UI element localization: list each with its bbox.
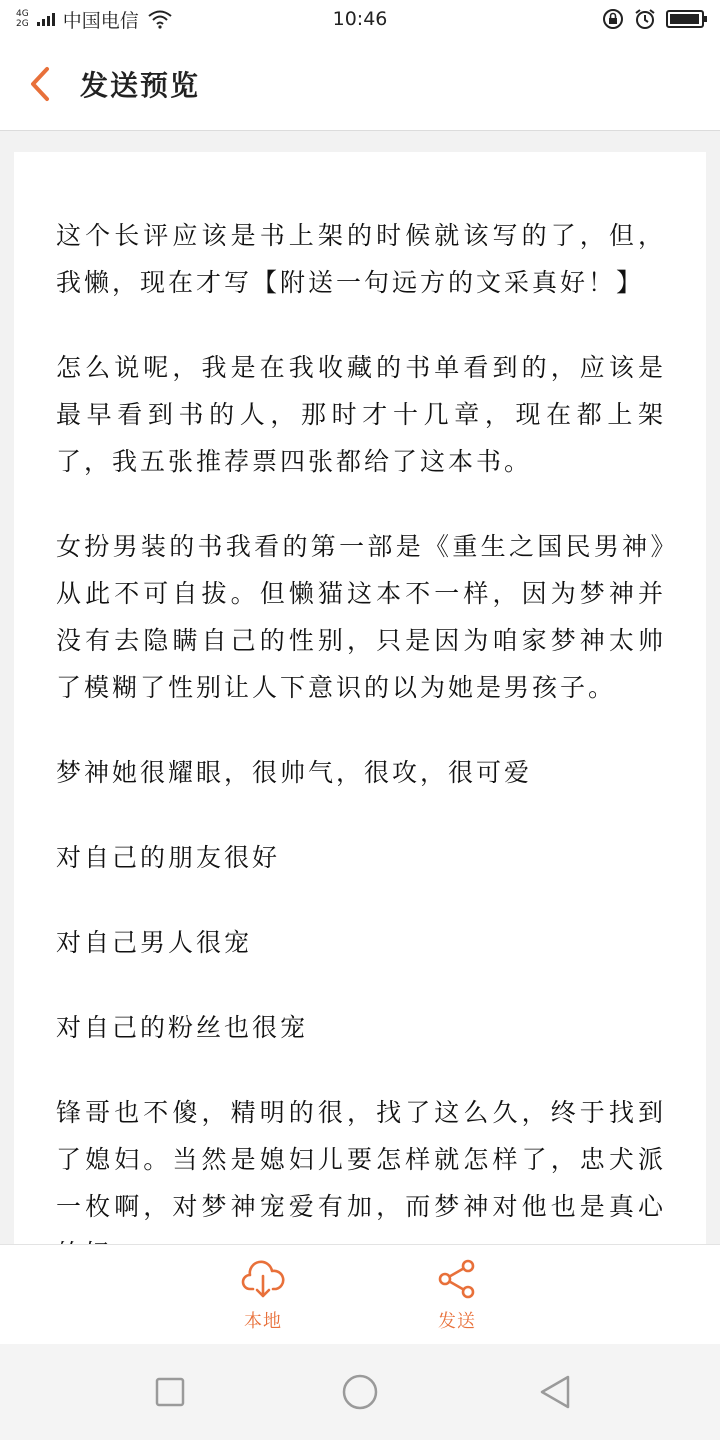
status-left bbox=[16, 6, 276, 33]
signal-icon bbox=[37, 12, 55, 26]
local-label: 本地 bbox=[244, 1311, 282, 1332]
square-icon bbox=[155, 1377, 185, 1407]
share-icon bbox=[435, 1259, 479, 1299]
recent-apps-button[interactable] bbox=[150, 1372, 190, 1412]
rotation-lock-icon bbox=[602, 8, 624, 30]
alarm-icon bbox=[634, 8, 656, 30]
home-button[interactable] bbox=[340, 1372, 380, 1412]
paragraph: 女扮男装的书我看的第一部是《重生之国民男神》从此不可自拔。但懒猫这本不一样，因为梦神并没有去隐瞒自己的性别，只是因为咱家梦神太帅了模糊了性别让人下意识的以为她是男孩子。 bbox=[56, 532, 666, 702]
paragraph: 对自己的朋友很好 bbox=[56, 843, 281, 872]
network-type bbox=[16, 9, 29, 29]
network-bottom: 2G bbox=[16, 19, 29, 29]
preview-content[interactable] bbox=[14, 152, 706, 1244]
nav-back-button[interactable] bbox=[535, 1372, 575, 1412]
carrier-name: 中国电信 bbox=[62, 9, 139, 32]
back-button[interactable] bbox=[0, 38, 80, 131]
paragraph: 对自己的粉丝也很宠 bbox=[56, 1013, 309, 1042]
clock: 10:46 bbox=[332, 8, 388, 30]
download-cloud-icon bbox=[241, 1259, 285, 1299]
action-bar bbox=[0, 1244, 720, 1344]
status-right bbox=[444, 8, 704, 30]
status-bar bbox=[0, 0, 720, 38]
title-bar bbox=[0, 38, 720, 131]
network-top: 4G bbox=[16, 9, 29, 19]
circle-icon bbox=[341, 1373, 379, 1411]
send-button[interactable] bbox=[407, 1259, 507, 1333]
paragraph: 锋哥也不傻，精明的很，找了这么久，终于找到了媳妇。当然是媳妇儿要怎样就怎样了，忠犬派一枚啊，对梦神宠爱有加，而梦神对他也是真心 bbox=[56, 1098, 666, 1221]
battery-icon bbox=[666, 10, 704, 28]
local-save-button[interactable] bbox=[213, 1259, 313, 1333]
send-label: 发送 bbox=[438, 1311, 476, 1332]
battery-fill bbox=[670, 14, 699, 24]
paragraph: 怎么说呢，我是在我收藏的书单看到的，应该是最早看到书的人，那时才十几章，现在都上架了，我五张推荐票四张都给了这本书。 bbox=[56, 353, 666, 476]
paragraph: 这个长评应该是书上架的时候就该写的了，但，我懒，现在才写【附送一句远方的文采真好！】 bbox=[56, 221, 666, 297]
page-title: 发送预览 bbox=[80, 69, 201, 102]
triangle-back-icon bbox=[538, 1374, 572, 1410]
paragraph: 对自己男人很宠 bbox=[56, 928, 253, 957]
chevron-left-icon bbox=[28, 66, 52, 102]
navigation-bar bbox=[0, 1344, 720, 1440]
wifi-icon bbox=[147, 9, 173, 29]
paragraph: 梦神她很耀眼，很帅气，很攻，很可爱 bbox=[56, 758, 533, 787]
